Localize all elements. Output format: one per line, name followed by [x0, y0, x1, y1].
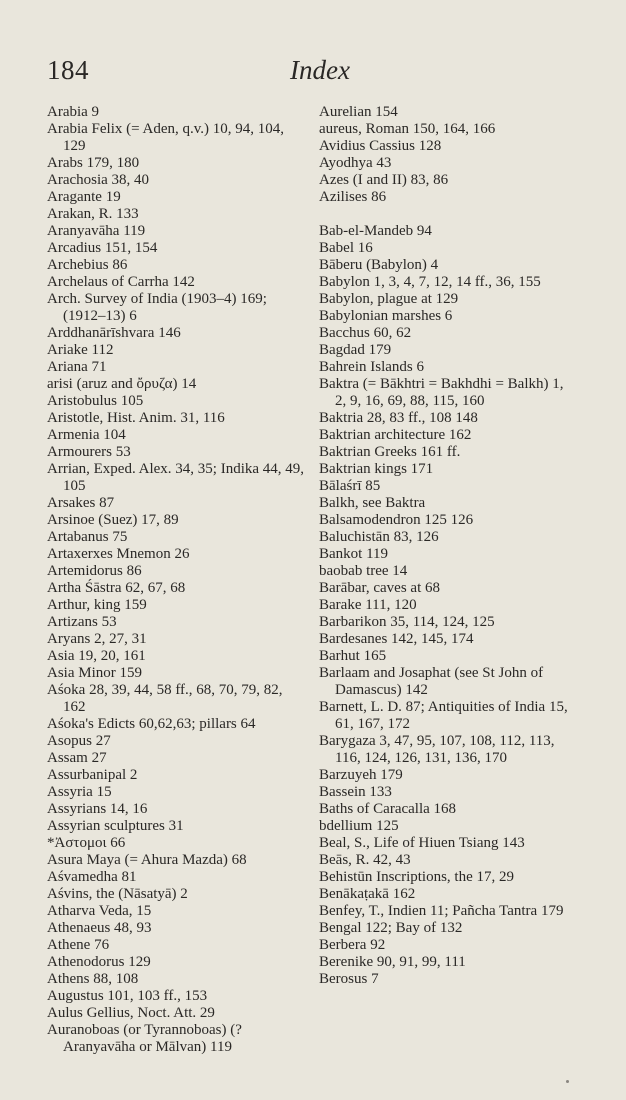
- index-column-right: [319, 104, 576, 988]
- index-entry: Arddhanārīshvara 146: [47, 325, 181, 341]
- index-entry: Baktrian kings 171: [319, 461, 434, 477]
- index-entry: Arthur, king 159: [47, 597, 147, 613]
- index-entry: Beal, S., Life of Hiuen Tsiang 143: [319, 835, 525, 851]
- index-entry: Baktra (= Bākhtri = Bakhdhi = Balkh) 1, 2, 9, 16, 69, 88, 115, 160: [319, 376, 564, 409]
- index-entry: Barābar, caves at 68: [319, 580, 441, 596]
- index-entry: Atharva Veda, 15: [47, 903, 152, 919]
- index-entry: Arrian, Exped. Alex. 34, 35; Indika 44, 49, 105: [47, 461, 305, 494]
- index-entry: Assurbanipal 2: [47, 767, 138, 783]
- index-entry: Baktrian Greeks 161 ff.: [319, 444, 461, 460]
- index-entry: Barnett, L. D. 87; Antiquities of India 15, 61, 167, 172: [319, 699, 568, 732]
- index-entry: Azes (I and II) 83, 86: [319, 172, 449, 188]
- index-entry: Bassein 133: [319, 784, 392, 800]
- index-entry: Bankot 119: [319, 546, 389, 562]
- index-entry: Artemidorus 86: [47, 563, 142, 579]
- index-entry: Baluchistān 83, 126: [319, 529, 439, 545]
- index-entry: Berosus 7: [319, 971, 379, 987]
- index-entry: Aragante 19: [47, 189, 121, 205]
- index-entry: Barygaza 3, 47, 95, 107, 108, 112, 113, 116, 124, 126, 131, 136, 170: [319, 733, 555, 766]
- index-entry: Armenia 104: [47, 427, 126, 443]
- index-entry: Athenaeus 48, 93: [47, 920, 152, 936]
- index-entry: Baktria 28, 83 ff., 108 148: [319, 410, 478, 426]
- index-entry: Aristobulus 105: [47, 393, 144, 409]
- index-entry: Aśoka 28, 39, 44, 58 ff., 68, 70, 79, 82, 162: [47, 682, 283, 715]
- index-entry: Arabia 9: [47, 104, 100, 120]
- index-entry: Barzuyeh 179: [319, 767, 403, 783]
- index-entry: Auranoboas (or Tyrannoboas) (?Aranyavāha or Mālvan) 119: [47, 1022, 242, 1055]
- index-entry: Assyrians 14, 16: [47, 801, 148, 817]
- index-entry: Assyrian sculptures 31: [47, 818, 184, 834]
- index-entry: Bahrein Islands 6: [319, 359, 424, 375]
- index-entry: bdellium 125: [319, 818, 399, 834]
- index-entry: Bagdad 179: [319, 342, 392, 358]
- index-entry: Asura Maya (= Ahura Mazda) 68: [47, 852, 247, 868]
- index-entry: Bacchus 60, 62: [319, 325, 412, 341]
- index-entry: Artha Śāstra 62, 67, 68: [47, 580, 186, 596]
- index-entry: Aranyavāha 119: [47, 223, 146, 239]
- index-entry: Artizans 53: [47, 614, 117, 630]
- index-entry: Artabanus 75: [47, 529, 128, 545]
- index-entry: Arsinoe (Suez) 17, 89: [47, 512, 179, 528]
- index-entry: Aristotle, Hist. Anim. 31, 116: [47, 410, 225, 426]
- index-entry: baobab tree 14: [319, 563, 408, 579]
- index-entry: Arachosia 38, 40: [47, 172, 150, 188]
- index-column-left: [47, 104, 305, 1056]
- index-section-gap: [319, 206, 576, 223]
- index-entry: Arabs 179, 180: [47, 155, 140, 171]
- page-number: 184: [47, 55, 89, 85]
- index-entry: Babylon 1, 3, 4, 7, 12, 14 ff., 36, 155: [319, 274, 541, 290]
- index-entry: Barhut 165: [319, 648, 387, 664]
- index-entry: Aurelian 154: [319, 104, 398, 120]
- index-entry: Athens 88, 108: [47, 971, 139, 987]
- page-speck: [566, 1080, 569, 1083]
- index-entry: Ayodhya 43: [319, 155, 392, 171]
- index-entry: Berenike 90, 91, 99, 111: [319, 954, 466, 970]
- index-entry: Aulus Gellius, Noct. Att. 29: [47, 1005, 215, 1021]
- index-entry: Barake 111, 120: [319, 597, 417, 613]
- index-entry: Ariake 112: [47, 342, 114, 358]
- index-entry: Balkh, see Baktra: [319, 495, 426, 511]
- index-entry: aureus, Roman 150, 164, 166: [319, 121, 496, 137]
- index-entry: Baktrian architecture 162: [319, 427, 472, 443]
- index-entry: Artaxerxes Mnemon 26: [47, 546, 190, 562]
- index-entry: Asia Minor 159: [47, 665, 142, 681]
- running-title: Index: [290, 55, 350, 85]
- index-entry: Bālaśrī 85: [319, 478, 381, 494]
- index-entry: Aśvamedha 81: [47, 869, 137, 885]
- index-entry: Arabia Felix (= Aden, q.v.) 10, 94, 104, 129: [47, 121, 285, 154]
- index-entry: Azilises 86: [319, 189, 387, 205]
- index-entry: Bāberu (Babylon) 4: [319, 257, 439, 273]
- index-entry: Bab-el-Mandeb 94: [319, 223, 432, 239]
- index-entry: Benākaṭakā 162: [319, 886, 416, 902]
- index-entry: Arch. Survey of India (1903–4) 169; (1912–13) 6: [47, 291, 267, 324]
- index-entry: Assyria 15: [47, 784, 112, 800]
- index-entry: Aryans 2, 27, 31: [47, 631, 147, 647]
- index-entry: Behistūn Inscriptions, the 17, 29: [319, 869, 514, 885]
- index-entry: Barbarikon 35, 114, 124, 125: [319, 614, 495, 630]
- index-entry: Berbera 92: [319, 937, 386, 953]
- index-entry: Asia 19, 20, 161: [47, 648, 146, 664]
- index-entry: Athenodorus 129: [47, 954, 151, 970]
- index-entry: Armourers 53: [47, 444, 131, 460]
- index-entry: Benfey, T., Indien 11; Pañcha Tantra 179: [319, 903, 564, 919]
- index-entry: Archelaus of Carrha 142: [47, 274, 195, 290]
- index-entry: Babel 16: [319, 240, 373, 256]
- index-entry: Asopus 27: [47, 733, 111, 749]
- index-entry: Babylonian marshes 6: [319, 308, 453, 324]
- index-entry: Arakan, R. 133: [47, 206, 139, 222]
- index-entry: Arcadius 151, 154: [47, 240, 158, 256]
- index-entry: Bengal 122; Bay of 132: [319, 920, 463, 936]
- index-entry: Assam 27: [47, 750, 107, 766]
- index-entry: Aśoka's Edicts 60,62,63; pillars 64: [47, 716, 256, 732]
- index-entry: Baths of Caracalla 168: [319, 801, 457, 817]
- index-entry: Avidius Cassius 128: [319, 138, 442, 154]
- index-entry: *Ἀστομοι 66: [47, 835, 126, 851]
- index-entry: Aśvins, the (Nāsatyā) 2: [47, 886, 188, 902]
- index-entry: Arsakes 87: [47, 495, 115, 511]
- index-entry: Bardesanes 142, 145, 174: [319, 631, 474, 647]
- index-entry: Barlaam and Josaphat (see St John of Damascus) 142: [319, 665, 544, 698]
- index-entry: Augustus 101, 103 ff., 153: [47, 988, 208, 1004]
- index-entry: Archebius 86: [47, 257, 128, 273]
- index-entry: Babylon, plague at 129: [319, 291, 459, 307]
- index-entry: Athene 76: [47, 937, 110, 953]
- index-entry: arisi (aruz and ὄρυζα) 14: [47, 376, 197, 392]
- index-entry: Beās, R. 42, 43: [319, 852, 411, 868]
- index-entry: Ariana 71: [47, 359, 107, 375]
- index-entry: Balsamodendron 125 126: [319, 512, 474, 528]
